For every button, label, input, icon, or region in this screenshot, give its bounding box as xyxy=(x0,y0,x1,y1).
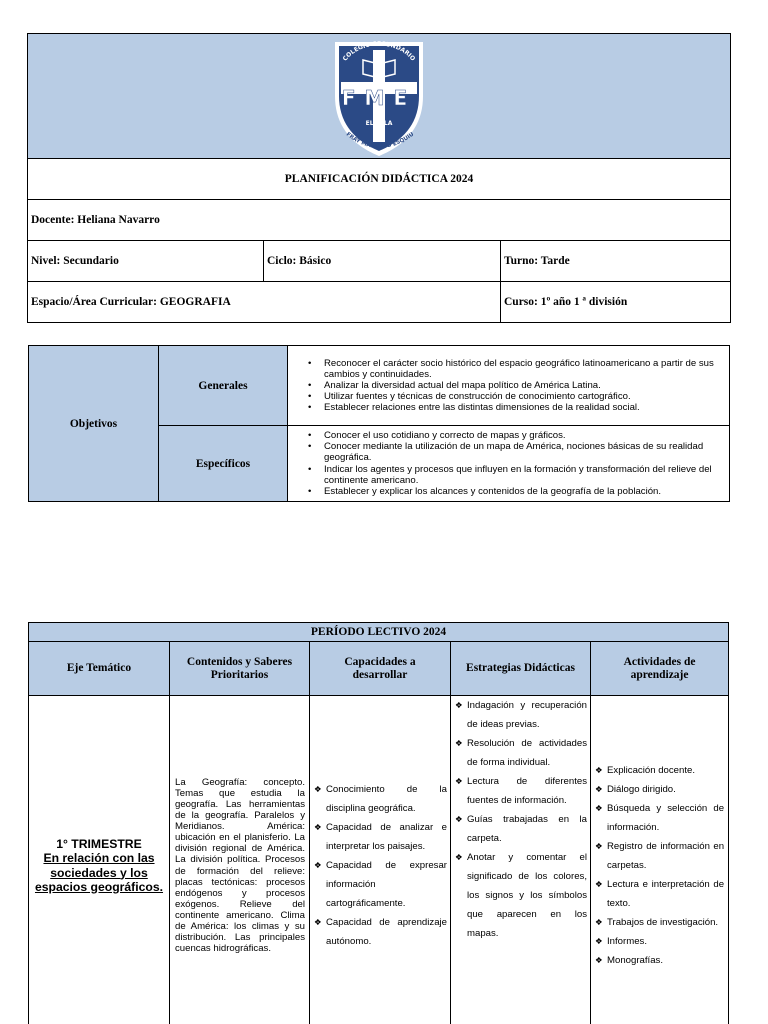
specific-objectives-cell xyxy=(288,426,730,502)
contenidos-cell: La Geografía: concepto. Temas que estudia la geografía. Las herramientas de la geografía. Paralelos y Meridianos. América: ubicación en el planisferio. La división regional de América. La división política. Procesos de formación del relieve: placas tectónicas: procesos endógenos y procesos exógenos. Relieve del continente americano. Clima de América: los climas y su distribución. Las principales cuencas hidrográficas. xyxy=(170,696,310,1024)
period-title: PERÍODO LECTIVO 2024 xyxy=(29,623,729,642)
teacher-field: Docente: Heliana Navarro xyxy=(28,200,731,241)
list-item: ❖ Conocimiento de la disciplina geográfica. xyxy=(312,780,447,818)
list-item: ❖ Guías trabajadas en la carpeta. xyxy=(453,810,587,848)
list-item: • Indicar los agentes y procesos que influyen en la formación y transformación del relieve del continente americano. xyxy=(298,464,725,486)
list-item: ❖ Registro de información en carpetas. xyxy=(593,837,724,875)
actividades-cell xyxy=(591,696,729,1024)
logo-letters: FME xyxy=(341,86,417,110)
capacidades-cell xyxy=(310,696,451,1024)
general-objectives-list xyxy=(298,358,725,414)
actividades-list xyxy=(593,761,724,970)
document-title: PLANIFICACIÓN DIDÁCTICA 2024 xyxy=(28,159,731,200)
list-item: • Conocer mediante la utilización de un mapa de América, nociones básicas de su realidad geográfica. xyxy=(298,441,725,463)
level-field: Nivel: Secundario xyxy=(28,241,264,282)
list-item: ❖ Explicación docente. xyxy=(593,761,724,780)
list-item: • Conocer el uso cotidiano y correcto de mapas y gráficos. xyxy=(298,430,725,441)
list-item: ❖ Indagación y recuperación de ideas previas. xyxy=(453,696,587,734)
list-item: • Establecer y explicar los alcances y contenidos de la geografía de la población. xyxy=(298,486,725,497)
list-item: ❖ Diálogo dirigido. xyxy=(593,780,724,799)
subject-area-field: Espacio/Área Curricular: GEOGRAFIA xyxy=(28,282,501,323)
specific-objectives-list xyxy=(298,430,725,497)
logo-top-arc: COLEGIO SECUNDARIO xyxy=(341,40,417,63)
list-item: ❖ Lectura e interpretación de texto. xyxy=(593,875,724,913)
column-header-estrategias: Estrategias Didácticas xyxy=(451,642,591,696)
column-header-actividades: Actividades de aprendizaje xyxy=(591,642,729,696)
estrategias-cell xyxy=(451,696,591,1024)
logo-bottom-arc: FRAY MAMERTO ESQUIU xyxy=(344,131,416,151)
objectives-label: Objetivos xyxy=(29,346,159,502)
capacidades-list xyxy=(312,780,447,951)
list-item: • Reconocer el carácter socio histórico del espacio geográfico latinoamericano a partir de sus cambios y continuidades. xyxy=(298,358,725,380)
list-item: ❖ Informes. xyxy=(593,932,724,951)
logo-banner xyxy=(28,34,731,159)
objectives-table xyxy=(28,345,730,502)
list-item: ❖ Capacidad de analizar e interpretar los paisajes. xyxy=(312,818,447,856)
logo-place: EL TALA xyxy=(365,120,393,127)
course-field: Curso: 1º año 1 ª división xyxy=(501,282,731,323)
list-item: ❖ Resolución de actividades de forma individual. xyxy=(453,734,587,772)
column-header-capacidades: Capacidades a desarrollar xyxy=(310,642,451,696)
specific-objectives-label: Específicos xyxy=(159,426,288,502)
trimester-label: 1° TRIMESTRE xyxy=(56,837,142,852)
general-objectives-cell xyxy=(288,346,730,426)
cycle-field: Ciclo: Básico xyxy=(264,241,501,282)
shift-field: Turno: Tarde xyxy=(501,241,731,282)
eje-text: En relación con las sociedades y los espacios geográficos. xyxy=(34,851,164,894)
list-item: • Analizar la diversidad actual del mapa político de América Latina. xyxy=(298,380,725,391)
list-item: • Establecer relaciones entre las distintas dimensiones de la realidad social. xyxy=(298,402,725,413)
estrategias-list xyxy=(453,696,587,943)
column-header-contenidos: Contenidos y Saberes Prioritarios xyxy=(170,642,310,696)
list-item: ❖ Monografías. xyxy=(593,951,724,970)
eje-cell xyxy=(29,696,170,1024)
list-item: ❖ Capacidad de aprendizaje autónomo. xyxy=(312,913,447,951)
list-item: ❖ Capacidad de expresar información cartográficamente. xyxy=(312,856,447,913)
logo-number: 325 xyxy=(372,69,386,76)
list-item: ❖ Trabajos de investigación. xyxy=(593,913,724,932)
column-header-eje: Eje Temático xyxy=(29,642,170,696)
header-table xyxy=(27,33,731,323)
period-table xyxy=(28,622,729,1024)
list-item: ❖ Búsqueda y selección de información. xyxy=(593,799,724,837)
list-item: ❖ Lectura de diferentes fuentes de información. xyxy=(453,772,587,810)
general-objectives-label: Generales xyxy=(159,346,288,426)
list-item: • Utilizar fuentes y técnicas de construcción de conocimiento cartográfico. xyxy=(298,391,725,402)
school-crest-logo xyxy=(321,34,437,158)
list-item: ❖ Anotar y comentar el significado de los colores, los signos y los símbolos que aparecen en los mapas. xyxy=(453,848,587,943)
